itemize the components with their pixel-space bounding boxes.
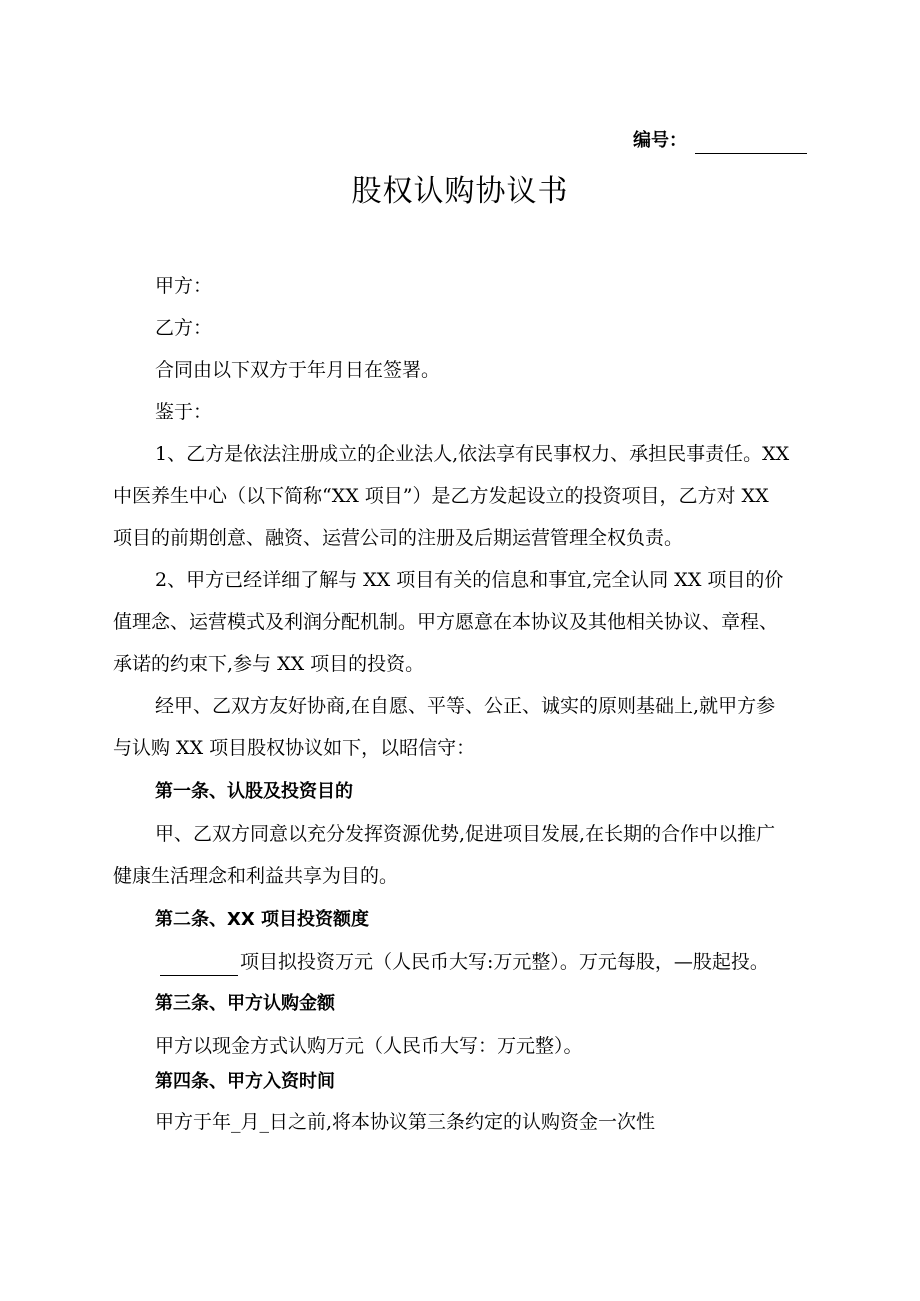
serial-number (633, 128, 807, 154)
article-2-text: 项目拟投资万元（人民币大写:万元整）。万元每股，—股起投。 (240, 951, 769, 973)
recital-1-line-1: 1、乙方是依法注册成立的企业法人,依法享有民事权力、承担民事责任。XX (155, 443, 790, 465)
document-title: 股权认购协议书 (351, 174, 569, 209)
article-1-heading: 第一条、认股及投资目的 (155, 781, 353, 802)
agreement-line-1: 经甲、乙双方友好协商,在自愿、平等、公正、诚实的原则基础上,就甲方参 (155, 695, 776, 717)
article-4-heading: 第四条、甲方入资时间 (155, 1071, 335, 1092)
article-1-line-2: 健康生活理念和利益共享为目的。 (113, 865, 399, 887)
agreement-line-2: 与认购 XX 项目股权协议如下，以昭信守： (113, 737, 476, 759)
article-2-line-1 (160, 948, 769, 976)
article-2-heading: 第二条、XX 项目投资额度 (155, 909, 370, 930)
recital-2-line-1: 2、甲方已经详细了解与 XX 项目有关的信息和事宜,完全认同 XX 项目的价 (155, 569, 784, 591)
article-3-line-1: 甲方以现金方式认购万元（人民币大写：万元整）。 (155, 1035, 583, 1057)
party-a-label: 甲方： (155, 275, 213, 297)
recital-1-line-3: 项目的前期创意、融资、运营公司的注册及后期运营管理全权负责。 (113, 527, 684, 549)
recital-1-line-2: 中医养生中心（以下简称“XX 项目”）是乙方发起设立的投资项目，乙方对 XX (113, 485, 769, 507)
signing-statement: 合同由以下双方于年月日在签署。 (155, 359, 441, 381)
article-3-heading: 第三条、甲方认购金额 (155, 993, 335, 1014)
article-4-line-1: 甲方于年_月_日之前,将本协议第三条约定的认购资金一次性 (155, 1111, 656, 1133)
party-b-label: 乙方： (155, 317, 213, 339)
serial-number-label: 编号： (633, 130, 687, 151)
whereas-label: 鉴于： (155, 401, 213, 423)
article-1-line-1: 甲、乙双方同意以充分发挥资源优势,促进项目发展,在长期的合作中以推广 (155, 823, 776, 845)
recital-2-line-3: 承诺的约束下,参与 XX 项目的投资。 (113, 653, 425, 675)
serial-number-blank (695, 133, 807, 154)
amount-blank (160, 955, 238, 976)
recital-2-line-2: 值理念、运营模式及利润分配机制。甲方愿意在本协议及其他相关协议、章程、 (113, 611, 779, 633)
